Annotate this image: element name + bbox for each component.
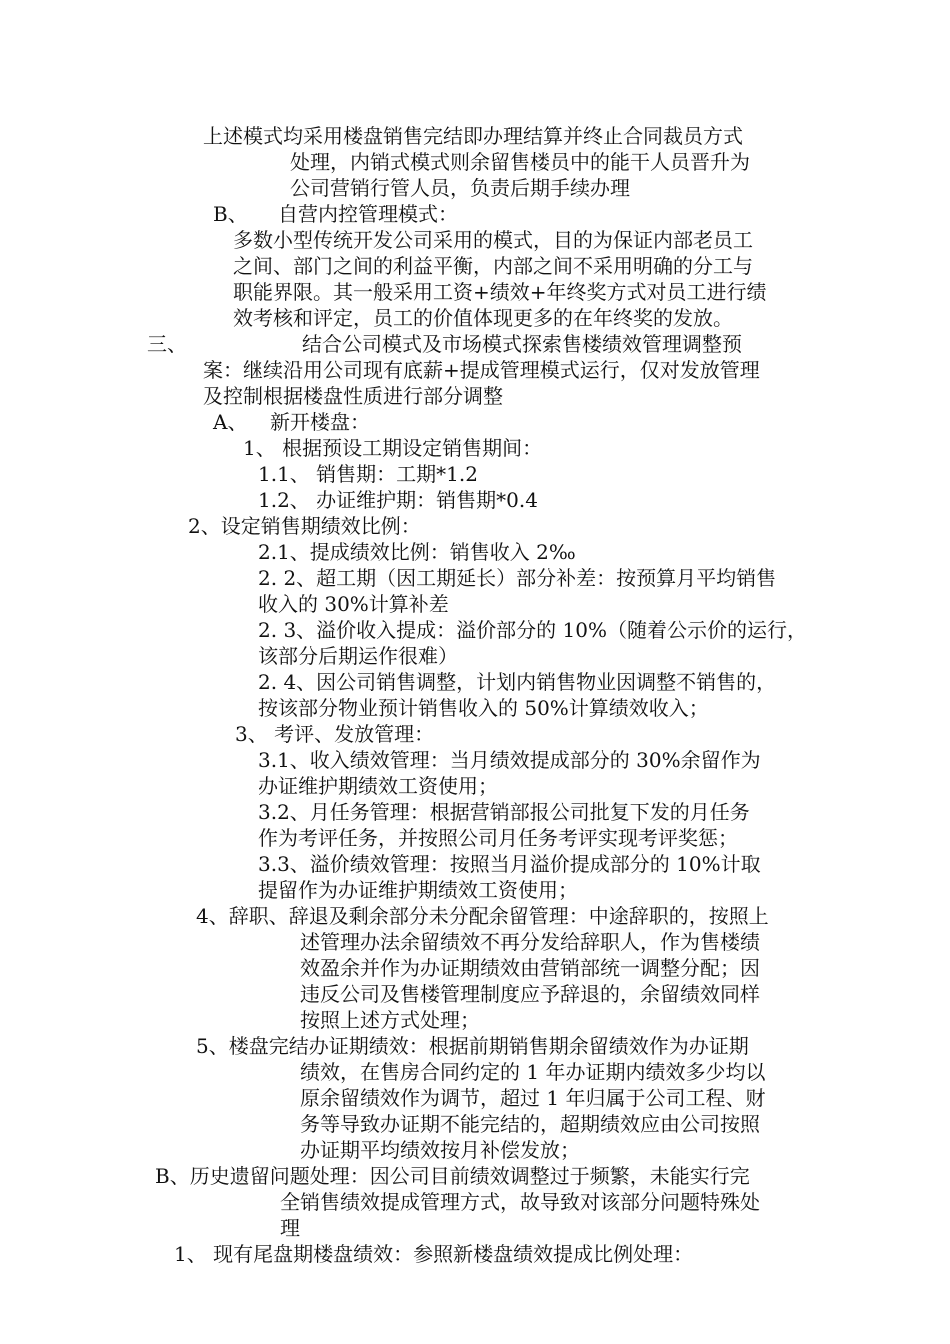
text-line: 办证期平均绩效按月补偿发放； <box>300 1138 580 1162</box>
section-heading: B、历史遗留问题处理：因公司目前绩效调整过于频繁，未能实行完 <box>155 1164 750 1188</box>
text-line: 违反公司及售楼管理制度应予辞退的，余留绩效同样 <box>300 982 760 1006</box>
text-line: 全销售绩效提成管理方式，故导致对该部分问题特殊处 <box>280 1190 760 1214</box>
text-line: 上述模式均采用楼盘销售完结即办理结算并终止合同裁员方式 <box>203 124 743 148</box>
text-line: 理 <box>280 1216 300 1240</box>
list-item: 3、 考评、发放管理： <box>235 722 435 746</box>
text-line: 效盈余并作为办证期绩效由营销部统一调整分配；因 <box>300 956 760 980</box>
text-line: 之间、部门之间的利益平衡，内部之间不采用明确的分工与 <box>233 254 753 278</box>
list-item: 1.1、 销售期：工期*1.2 <box>258 462 478 486</box>
list-item: 2. 2、超工期（因工期延长）部分补差：按预算月平均销售 <box>258 566 777 590</box>
list-marker: 三、 <box>147 332 187 356</box>
list-item: 5、楼盘完结办证期绩效：根据前期销售期余留绩效作为办证期 <box>196 1034 749 1058</box>
text-line: 务等导致办证期不能完结的，超期绩效应由公司按照 <box>300 1112 760 1136</box>
list-marker: A、 <box>213 410 248 434</box>
list-item: 1.2、 办证维护期：销售期*0.4 <box>258 488 538 512</box>
text-line: 提留作为办证维护期绩效工资使用； <box>258 878 578 902</box>
text-line: 处理，内销式模式则余留售楼员中的能干人员晋升为 <box>290 150 750 174</box>
text-line: 该部分后期运作很难） <box>258 644 458 668</box>
text-line: 原余留绩效作为调节，超过 1 年归属于公司工程、财 <box>300 1086 766 1110</box>
text-line: 收入的 30%计算补差 <box>258 592 449 616</box>
list-item: 2. 3、溢价收入提成：溢价部分的 10%（随着公示价的运行， <box>258 618 807 642</box>
text-line: 按照上述方式处理； <box>300 1008 480 1032</box>
list-item: 3.1、收入绩效管理：当月绩效提成部分的 30%余留作为 <box>258 748 761 772</box>
list-item: 1、 根据预设工期设定销售期间： <box>243 436 543 460</box>
text-line: 公司营销行管人员，负责后期手续办理 <box>290 176 630 200</box>
text-line: 多数小型传统开发公司采用的模式，目的为保证内部老员工 <box>233 228 753 252</box>
list-item: 1、 现有尾盘期楼盘绩效：参照新楼盘绩效提成比例处理： <box>174 1242 694 1266</box>
list-item: 2、设定销售期绩效比例： <box>188 514 421 538</box>
section-heading: 自营内控管理模式： <box>278 202 458 226</box>
text-line: 办证维护期绩效工资使用； <box>258 774 498 798</box>
text-line: 效考核和评定，员工的价值体现更多的在年终奖的发放。 <box>233 306 733 330</box>
text-line: 职能界限。其一般采用工资+绩效+年终奖方式对员工进行绩 <box>233 280 767 304</box>
text-line: 按该部分物业预计销售收入的 50%计算绩效收入； <box>258 696 709 720</box>
list-marker: B、 <box>213 202 248 226</box>
text-line: 案：继续沿用公司现有底薪+提成管理模式运行，仅对发放管理 <box>203 358 760 382</box>
section-heading: 结合公司模式及市场模式探索售楼绩效管理调整预 <box>302 332 742 356</box>
text-line: 绩效，在售房合同约定的 1 年办证期内绩效多少均以 <box>300 1060 766 1084</box>
list-item: 2.1、提成绩效比例：销售收入 2‰ <box>258 540 576 564</box>
list-item: 4、辞职、辞退及剩余部分未分配余留管理：中途辞职的，按照上 <box>196 904 769 928</box>
section-heading: 新开楼盘： <box>270 410 370 434</box>
text-line: 述管理办法余留绩效不再分发给辞职人，作为售楼绩 <box>300 930 760 954</box>
list-item: 2. 4、因公司销售调整，计划内销售物业因调整不销售的， <box>258 670 777 694</box>
list-item: 3.2、月任务管理：根据营销部报公司批复下发的月任务 <box>258 800 750 824</box>
text-line: 作为考评任务，并按照公司月任务考评实现考评奖惩； <box>258 826 738 850</box>
text-line: 及控制根据楼盘性质进行部分调整 <box>203 384 503 408</box>
list-item: 3.3、溢价绩效管理：按照当月溢价提成部分的 10%计取 <box>258 852 761 876</box>
